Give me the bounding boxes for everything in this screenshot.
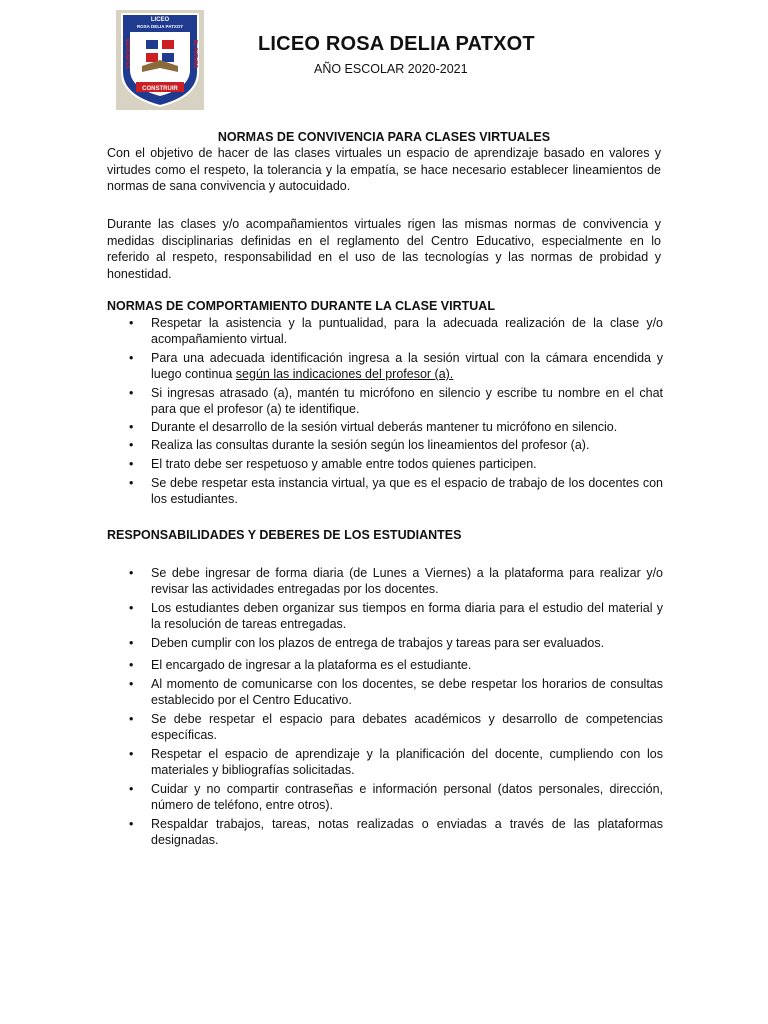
underlined-text: según las indicaciones del profesor (a). bbox=[235, 367, 454, 381]
list-item-text: Se debe respetar esta instancia virtual, ya que es el espacio de trabajo de los docentes con los estudiantes. bbox=[151, 476, 663, 506]
list-item bbox=[107, 315, 663, 347]
list-item bbox=[107, 475, 663, 507]
list-item-text: El encargado de ingresar a la plataforma es el estudiante. bbox=[151, 658, 472, 672]
list-item bbox=[107, 635, 663, 651]
duties-heading: RESPONSABILIDADES Y DEBERES DE LOS ESTUDIANTES bbox=[107, 528, 462, 542]
behavior-heading: NORMAS DE COMPORTAMIENTO DURANTE LA CLASE VIRTUAL bbox=[107, 299, 495, 313]
list-item-text: Al momento de comunicarse con los docentes, se debe respetar los horarios de consultas establecido por el Centro Educativo. bbox=[151, 677, 663, 707]
bullet-icon: • bbox=[129, 747, 134, 761]
list-item-text: Para una adecuada identificación ingresa a la sesión virtual con la cámara encendida y luego continua bbox=[151, 351, 663, 381]
intro-paragraph-1: Con el objetivo de hacer de las clases virtuales un espacio de aprendizaje basado en valores y virtudes como el respeto, la tolerancia y la empatía, se hace necesario establecer lineamientos de normas de sana convivencia y autocuidado. bbox=[107, 146, 661, 193]
logo-left-text: EDUCAR ES bbox=[124, 39, 130, 69]
logo-ribbon-text: ROSA DELIA PATXOT bbox=[136, 24, 184, 29]
list-item bbox=[107, 437, 663, 453]
list-item bbox=[107, 746, 663, 778]
list-item-text: Realiza las consultas durante la sesión según los lineamientos del profesor (a). bbox=[151, 438, 590, 452]
document-title: NORMAS DE CONVIVENCIA PARA CLASES VIRTUALES bbox=[217, 130, 551, 144]
bullet-icon: • bbox=[129, 566, 134, 580]
school-crest-logo bbox=[116, 10, 204, 110]
bullet-icon: • bbox=[129, 782, 134, 796]
logo-bottom-text: CONSTRUIR bbox=[142, 86, 178, 92]
school-year: AÑO ESCOLAR 2020-2021 bbox=[314, 62, 468, 76]
list-item-text: Deben cumplir con los plazos de entrega de trabajos y tareas para ser evaluados. bbox=[151, 636, 605, 650]
list-item bbox=[107, 385, 663, 417]
list-item-text: Cuidar y no compartir contraseñas e información personal (datos personales, dirección, número de teléfono, entre otros). bbox=[151, 782, 663, 812]
list-item bbox=[107, 676, 663, 708]
school-name: LICEO ROSA DELIA PATXOT bbox=[258, 33, 535, 55]
logo-right-text: EL FUTURO bbox=[192, 39, 198, 69]
intro-paragraph-2: Durante las clases y/o acompañamientos virtuales rigen las mismas normas de convivencia y medidas disciplinarias definidas en el reglamento del Centro Educativo, especialmente en lo referido al respeto, responsabilidad en el uso de las tecnologías y las normas de probidad y honestidad. bbox=[107, 217, 661, 281]
list-item-text: Se debe respetar el espacio para debates académicos y desarrollo de competencias específicas. bbox=[151, 712, 663, 742]
list-item-text: Si ingresas atrasado (a), mantén tu micrófono en silencio y escribe tu nombre en el chat para que el profesor (a) te identifique. bbox=[151, 386, 663, 416]
list-item-text: Se debe ingresar de forma diaria (de Lunes a Viernes) a la plataforma para realizar y/o revisar las actividades entregadas por los docentes. bbox=[151, 566, 663, 596]
bullet-icon: • bbox=[129, 677, 134, 691]
list-item-text: El trato debe ser respetuoso y amable entre todos quienes participen. bbox=[151, 457, 537, 471]
bullet-icon: • bbox=[129, 457, 134, 471]
list-item bbox=[107, 456, 663, 472]
bullet-icon: • bbox=[129, 316, 134, 330]
bullet-icon: • bbox=[129, 712, 134, 726]
behavior-list bbox=[107, 315, 663, 507]
list-item bbox=[107, 711, 663, 743]
bullet-icon: • bbox=[129, 817, 134, 831]
list-item bbox=[107, 350, 663, 382]
bullet-icon: • bbox=[129, 601, 134, 615]
list-item bbox=[107, 816, 663, 848]
list-item bbox=[107, 657, 663, 673]
logo-top-text: LICEO bbox=[150, 17, 170, 23]
list-item-text: Respetar el espacio de aprendizaje y la planificación del docente, cumpliendo con los materiales y bibliografías solicitadas. bbox=[151, 747, 663, 777]
duties-list-2 bbox=[107, 657, 663, 851]
list-item-text: Durante el desarrollo de la sesión virtual deberás mantener tu micrófono en silencio. bbox=[151, 420, 618, 434]
duties-list-1 bbox=[107, 565, 663, 654]
bullet-icon: • bbox=[129, 476, 134, 490]
list-item-text: Los estudiantes deben organizar sus tiempos en forma diaria para el estudio del material y la resolución de tareas entregadas. bbox=[151, 601, 663, 631]
bullet-icon: • bbox=[129, 420, 134, 434]
bullet-icon: • bbox=[129, 658, 134, 672]
list-item bbox=[107, 781, 663, 813]
list-item bbox=[107, 419, 663, 435]
list-item bbox=[107, 600, 663, 632]
bullet-icon: • bbox=[129, 636, 134, 650]
bullet-icon: • bbox=[129, 351, 134, 365]
list-item bbox=[107, 565, 663, 597]
bullet-icon: • bbox=[129, 386, 134, 400]
bullet-icon: • bbox=[129, 438, 134, 452]
list-item-text: Respetar la asistencia y la puntualidad, para la adecuada realización de la clase y/o acompañamiento virtual. bbox=[151, 316, 663, 346]
list-item-text: Respaldar trabajos, tareas, notas realizadas o enviadas a través de las plataformas designadas. bbox=[151, 817, 663, 847]
